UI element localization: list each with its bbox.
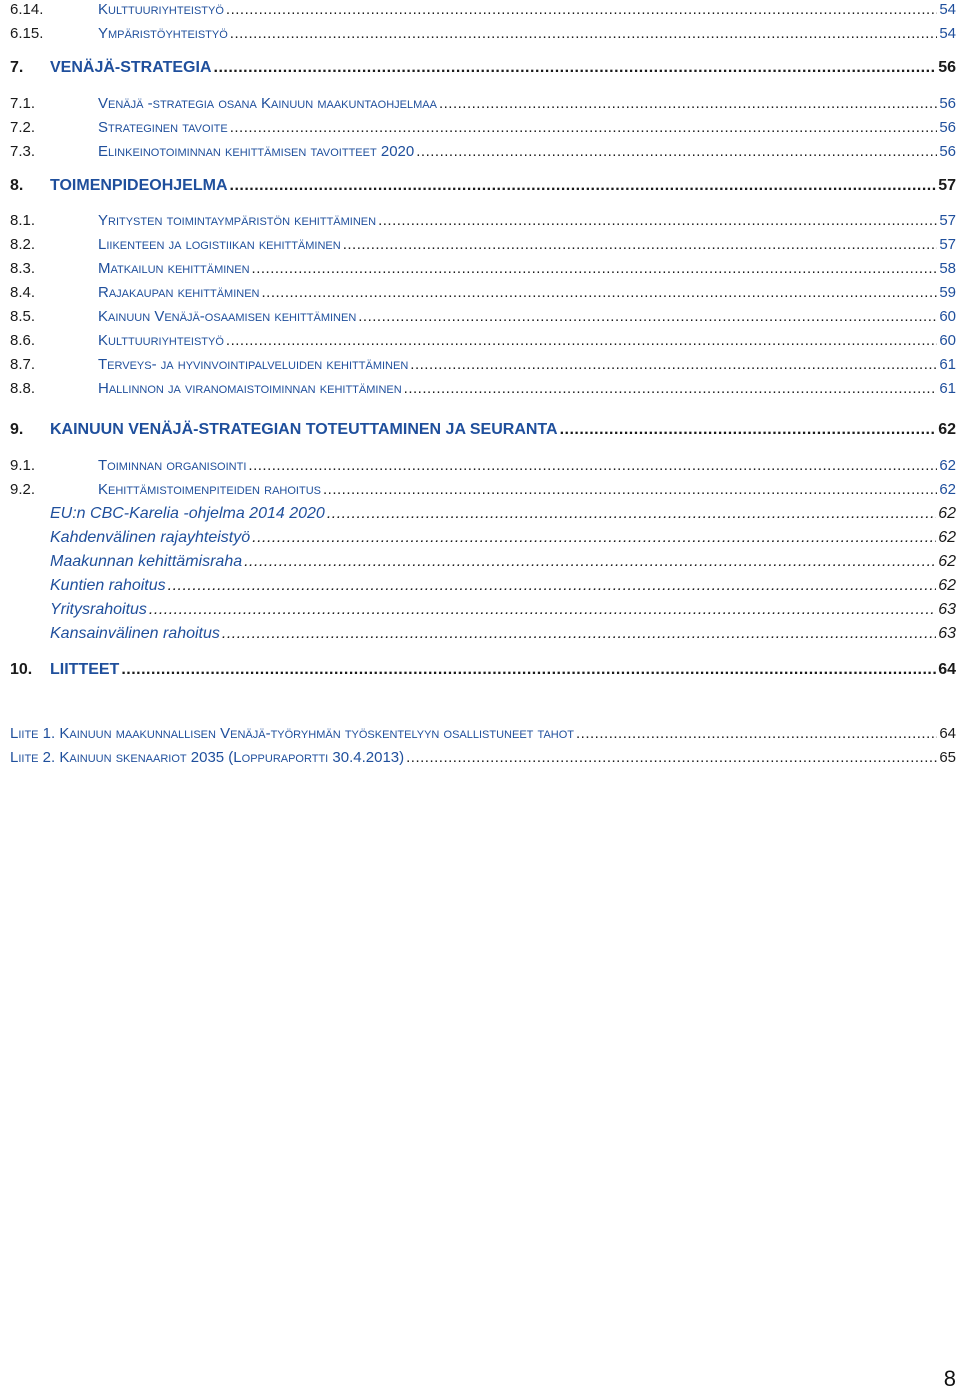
toc-dot-leader — [230, 24, 938, 44]
toc-section-entry[interactable] — [10, 660, 956, 680]
toc-entry-number: 8.3. — [10, 260, 36, 277]
toc-entry-title[interactable]: Elinkeinotoiminnan kehittämisen tavoitteet 2020 — [98, 143, 415, 160]
toc-entry-title[interactable]: Liikenteen ja logistiikan kehittäminen — [98, 236, 341, 253]
toc-dot-leader — [406, 748, 937, 768]
toc-subsection-entry[interactable] — [10, 283, 956, 303]
toc-dot-leader — [149, 600, 936, 620]
toc-entry-page: 61 — [939, 356, 956, 373]
toc-section-entry[interactable] — [10, 176, 956, 196]
toc-entry-title[interactable]: Kulttuuriyhteistyö — [98, 332, 224, 349]
toc-funding-entry[interactable] — [10, 624, 956, 644]
toc-entry-page: 57 — [939, 212, 956, 229]
toc-dot-leader — [230, 176, 937, 196]
toc-entry-page: 64 — [938, 661, 956, 678]
toc-entry-page: 62 — [938, 577, 956, 594]
toc-entry-page: 56 — [939, 119, 956, 136]
toc-entry-page: 62 — [938, 553, 956, 570]
toc-dot-leader — [576, 724, 937, 744]
toc-subsection-entry[interactable] — [10, 259, 956, 279]
toc-entry-number: 7.3. — [10, 143, 36, 160]
toc-entry-title[interactable]: Kainuun Venäjä-osaamisen kehittäminen — [98, 308, 357, 325]
toc-entry-page: 63 — [938, 625, 956, 642]
toc-entry-page: 63 — [938, 601, 956, 618]
toc-entry-page: 56 — [939, 95, 956, 112]
toc-dot-leader — [410, 355, 937, 375]
toc-entry-number: 8.5. — [10, 308, 36, 325]
toc-entry-title[interactable]: KAINUUN VENÄJÄ-STRATEGIAN TOTEUTTAMINEN JA SEURANTA — [50, 421, 558, 438]
toc-entry-number: 6.15. — [10, 25, 44, 42]
toc-entry-page: 62 — [939, 457, 956, 474]
toc-entry-title[interactable]: Strateginen tavoite — [98, 119, 228, 136]
toc-dot-leader — [378, 211, 937, 231]
toc-entry-title[interactable]: Yritysrahoitus — [50, 601, 147, 618]
toc-subsection-entry[interactable] — [10, 480, 956, 500]
toc-subsection-entry[interactable] — [10, 211, 956, 231]
toc-entry-number: 7.1. — [10, 95, 36, 112]
toc-subsection-entry[interactable] — [10, 0, 956, 20]
toc-entry-title[interactable]: Kuntien rahoitus — [50, 577, 166, 594]
toc-entry-page: 62 — [939, 481, 956, 498]
toc-entry-number: 8.2. — [10, 236, 36, 253]
toc-entry-page: 58 — [939, 260, 956, 277]
toc-subsection-entry[interactable] — [10, 307, 956, 327]
toc-dot-leader — [416, 142, 937, 162]
toc-entry-number: 8.8. — [10, 380, 36, 397]
toc-entry-page: 65 — [939, 749, 956, 766]
toc-entry-page: 60 — [939, 308, 956, 325]
toc-entry-title[interactable]: Maakunnan kehittämisraha — [50, 553, 243, 570]
toc-entry-title[interactable]: TOIMENPIDEOHJELMA — [50, 177, 228, 194]
toc-entry-number: 6.14. — [10, 1, 44, 18]
toc-funding-entry[interactable] — [10, 600, 956, 620]
toc-funding-entry[interactable] — [10, 528, 956, 548]
toc-entry-title[interactable]: Ympäristöyhteistyö — [98, 25, 228, 42]
toc-entry-title[interactable]: Kehittämistoimenpiteiden rahoitus — [98, 481, 321, 498]
toc-entry-page: 62 — [938, 421, 956, 438]
toc-dot-leader — [214, 58, 937, 78]
toc-dot-leader — [168, 576, 937, 596]
toc-dot-leader — [358, 307, 937, 327]
toc-subsection-entry[interactable] — [10, 118, 956, 138]
toc-dot-leader — [252, 259, 938, 279]
toc-subsection-entry[interactable] — [10, 24, 956, 44]
toc-entry-number: 9. — [10, 421, 24, 438]
toc-entry-title[interactable]: Liite 1. Kainuun maakunnallisen Venäjä-työryhmän työskentelyyn osallistuneet tahot — [10, 725, 575, 742]
toc-entry-page: 62 — [938, 505, 956, 522]
toc-entry-number: 8.7. — [10, 356, 36, 373]
toc-entry-title[interactable]: EU:n CBC-Karelia -ohjelma 2014 2020 — [50, 505, 325, 522]
toc-dot-leader — [222, 624, 936, 644]
toc-entry-number: 7. — [10, 59, 24, 76]
toc-dot-leader — [343, 235, 938, 255]
toc-entry-page: 54 — [939, 25, 956, 42]
toc-funding-entry[interactable] — [10, 504, 956, 524]
toc-dot-leader — [439, 94, 937, 114]
toc-dot-leader — [244, 552, 936, 572]
page-number: 8 — [943, 1366, 956, 1391]
toc-entry-title[interactable]: Kahdenvälinen rajayhteistyö — [50, 529, 251, 546]
toc-entry-number: 8.6. — [10, 332, 36, 349]
toc-dot-leader — [252, 528, 936, 548]
toc-entry-page: 61 — [939, 380, 956, 397]
toc-entry-number: 9.2. — [10, 481, 36, 498]
toc-dot-leader — [226, 331, 937, 351]
toc-entry-title[interactable]: Venäjä -strategia osana Kainuun maakuntaohjelmaa — [98, 95, 437, 112]
toc-section-entry[interactable] — [10, 58, 956, 78]
toc-entry-title[interactable]: Matkailun kehittäminen — [98, 260, 250, 277]
toc-entry-number: 7.2. — [10, 119, 36, 136]
toc-dot-leader — [262, 283, 938, 303]
toc-subsection-entry[interactable] — [10, 142, 956, 162]
toc-subsection-entry[interactable] — [10, 355, 956, 375]
toc-funding-entry[interactable] — [10, 552, 956, 572]
toc-entry-page: 57 — [938, 177, 956, 194]
toc-dot-leader — [248, 456, 937, 476]
toc-entry-page: 54 — [939, 1, 956, 18]
toc-dot-leader — [323, 480, 937, 500]
toc-entry-title[interactable]: LIITTEET — [50, 661, 120, 678]
toc-entry-title[interactable]: Toiminnan organisointi — [98, 457, 247, 474]
toc-entry-title[interactable]: Terveys- ja hyvinvointipalveluiden kehittäminen — [98, 356, 409, 373]
toc-subsection-entry[interactable] — [10, 379, 956, 399]
toc-entry-page: 60 — [939, 332, 956, 349]
toc-entry-title[interactable]: Hallinnon ja viranomaistoiminnan kehittäminen — [98, 380, 402, 397]
toc-entry-title[interactable]: Rajakaupan kehittäminen — [98, 284, 260, 301]
toc-entry-title[interactable]: Yritysten toimintaympäristön kehittäminen — [98, 212, 377, 229]
toc-appendix-entry[interactable] — [10, 748, 956, 768]
toc-dot-leader — [404, 379, 938, 399]
toc-entry-page: 59 — [939, 284, 956, 301]
toc-entry-number: 10. — [10, 661, 33, 678]
toc-entry-number: 8.4. — [10, 284, 36, 301]
toc-entry-number: 9.1. — [10, 457, 36, 474]
toc-appendix-entry[interactable] — [10, 724, 956, 744]
toc-dot-leader — [560, 420, 937, 440]
toc-entry-title[interactable]: Kulttuuriyhteistyö — [98, 1, 224, 18]
toc-subsection-entry[interactable] — [10, 331, 956, 351]
toc-entry-page: 64 — [939, 725, 956, 742]
toc-entry-page: 56 — [939, 143, 956, 160]
toc-entry-title[interactable]: VENÄJÄ-STRATEGIA — [50, 59, 212, 76]
toc-subsection-entry[interactable] — [10, 456, 956, 476]
toc-dot-leader — [230, 118, 938, 138]
toc-entry-page: 57 — [939, 236, 956, 253]
toc-entry-number: 8. — [10, 177, 24, 194]
toc-entry-page: 56 — [938, 59, 956, 76]
toc-entry-number: 8.1. — [10, 212, 36, 229]
toc-entry-page: 62 — [938, 529, 956, 546]
toc-subsection-entry[interactable] — [10, 235, 956, 255]
toc-funding-entry[interactable] — [10, 576, 956, 596]
toc-entry-title[interactable]: Liite 2. Kainuun skenaariot 2035 (Loppuraportti 30.4.2013) — [10, 749, 405, 766]
toc-section-entry[interactable] — [10, 420, 956, 440]
toc-dot-leader — [327, 504, 936, 524]
toc-dot-leader — [121, 660, 936, 680]
toc-dot-leader — [226, 0, 937, 20]
toc-subsection-entry[interactable] — [10, 94, 956, 114]
toc-entry-title[interactable]: Kansainvälinen rahoitus — [50, 625, 220, 642]
